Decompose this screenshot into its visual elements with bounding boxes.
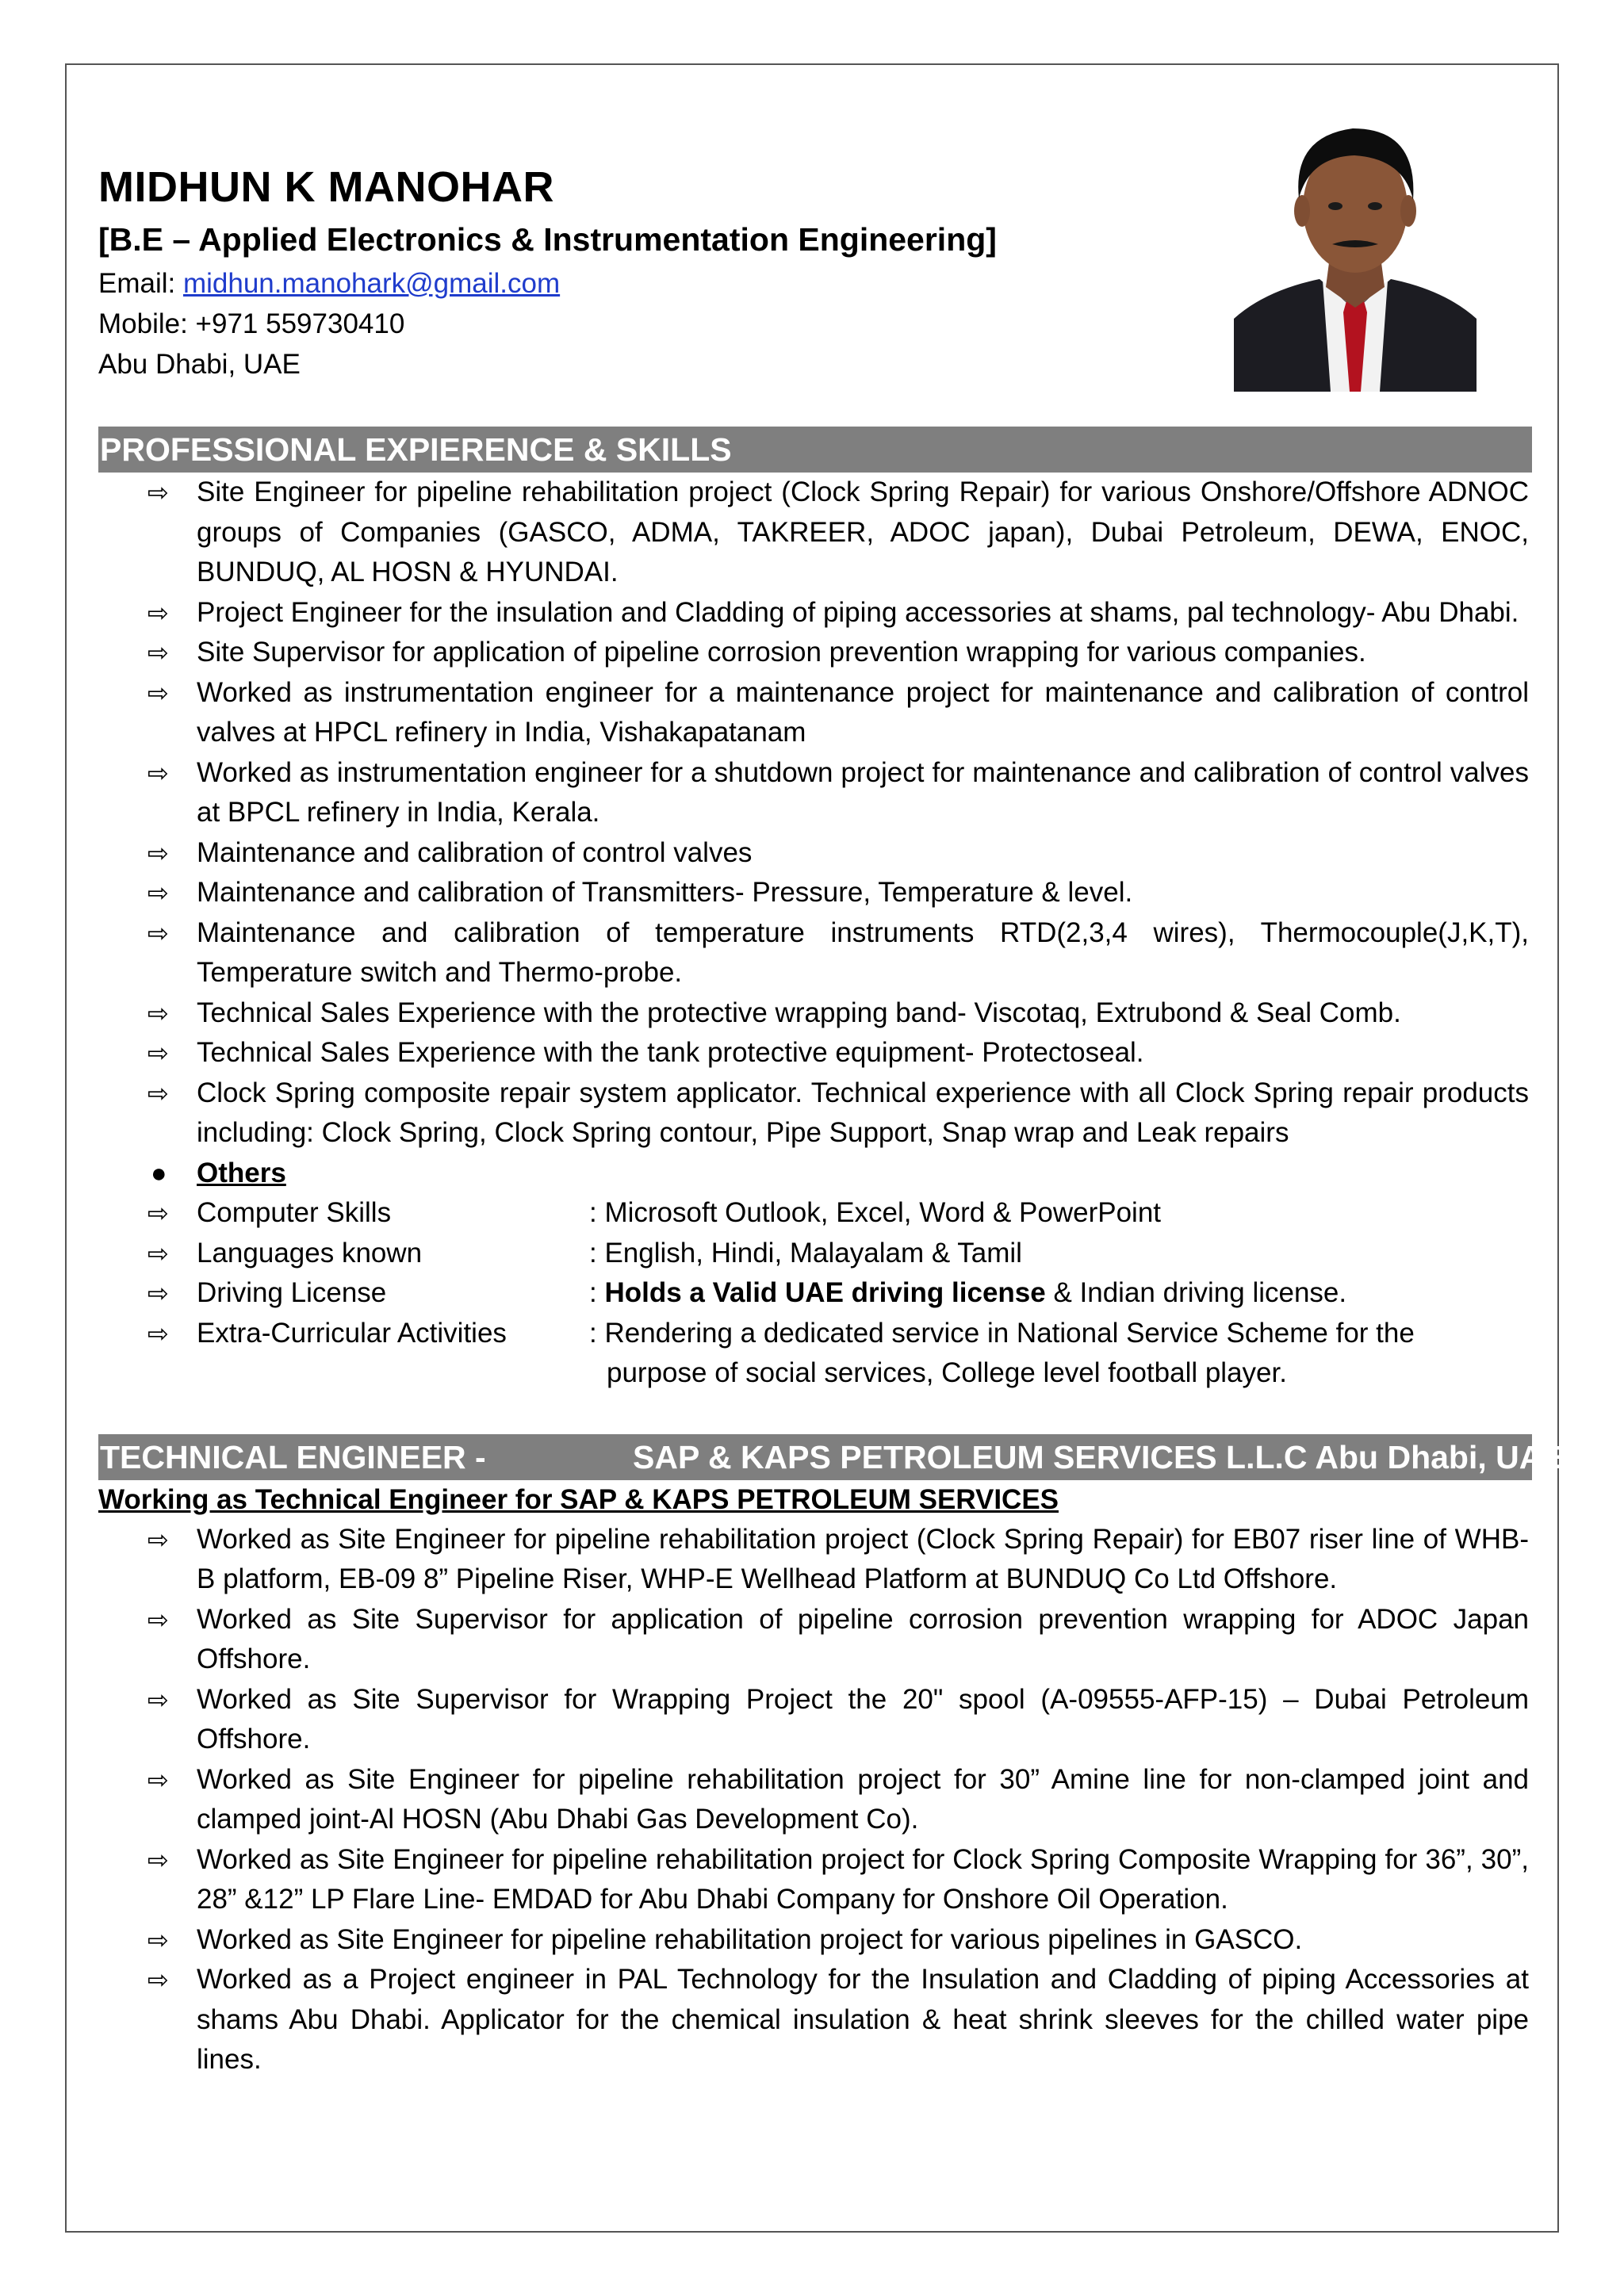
skill-key: Computer Skills (197, 1197, 392, 1228)
bullet-icon: ● (151, 1158, 167, 1188)
right-arrow-icon: ⇨ (147, 598, 169, 627)
right-arrow-icon: ⇨ (147, 1279, 169, 1307)
right-arrow-icon: ⇨ (147, 638, 169, 667)
list-item: ⇨ Site Supervisor for application of pipeline corrosion prevention wrapping for various companies. (98, 633, 1529, 673)
list-item: ⇨ Worked as Site Engineer for pipeline rehabilitation project (Clock Spring Repair) for EB07 riser line of WHB-B platform, EB-09 8” Pipeline Riser, WHP-E Wellhead Platform at BUNDUQ Co Ltd Offshore. (98, 1520, 1529, 1600)
candidate-name: MIDHUN K MANOHAR (98, 163, 554, 211)
skill-value: : English, Hindi, Malayalam & Tamil (589, 1237, 1022, 1269)
right-arrow-icon: ⇨ (147, 1039, 169, 1067)
skill-value: : Rendering a dedicated service in National Service Scheme for the purpose of social services, College level football player. (589, 1317, 1415, 1388)
list-item: ⇨ Worked as instrumentation engineer for a maintenance project for maintenance and calibration of control valves at HPCL refinery in India, Vishakapatanam (98, 673, 1529, 753)
right-arrow-icon: ⇨ (147, 1525, 169, 1554)
right-arrow-icon: ⇨ (147, 1078, 169, 1108)
skill-value: : Microsoft Outlook, Excel, Word & PowerPoint (589, 1197, 1162, 1228)
degree: [B.E – Applied Electronics & Instrumentation Engineering] (98, 221, 997, 258)
right-arrow-icon: ⇨ (147, 1605, 169, 1634)
right-arrow-icon: ⇨ (147, 1238, 169, 1268)
list-item: ⇨ Project Engineer for the insulation and Cladding of piping accessories at shams, pal technology- Abu Dhabi. (98, 593, 1529, 633)
list-item: ⇨ Worked as Site Engineer for pipeline rehabilitation project for 30” Amine line for non-clamped joint and clamped joint-Al HOSN (Abu Dhabi Gas Development Co). (98, 1760, 1529, 1840)
right-arrow-icon: ⇨ (147, 838, 169, 867)
list-item: ⇨ Maintenance and calibration of Transmitters- Pressure, Temperature & level. (98, 873, 1529, 913)
right-arrow-icon: ⇨ (147, 918, 169, 947)
right-arrow-icon: ⇨ (147, 478, 169, 507)
list-item: ⇨ Worked as instrumentation engineer for a shutdown project for maintenance and calibration of control valves at BPCL refinery in India, Kerala. (98, 753, 1529, 833)
skill-row (98, 1314, 1529, 1394)
technical-section-title (98, 1434, 1565, 1480)
skill-key: Extra-Curricular Activities (197, 1317, 507, 1349)
technical-title-left: TECHNICAL ENGINEER - (100, 1438, 486, 1475)
technical-subheading: Working as Technical Engineer for SAP & KAPS PETROLEUM SERVICES (98, 1483, 1059, 1515)
list-item: ⇨ Site Engineer for pipeline rehabilitation project (Clock Spring Repair) for various Onshore/Offshore ADNOC groups of Companies (GASCO, ADMA, TAKREER, ADOC japan), Dubai Petroleum, DEWA, ENOC, BUNDUQ, AL HOSN & HYUNDAI. (98, 473, 1529, 593)
others-label: Others (197, 1157, 286, 1188)
location-line: Abu Dhabi, UAE (98, 349, 301, 380)
right-arrow-icon: ⇨ (147, 1199, 169, 1227)
right-arrow-icon: ⇨ (147, 1765, 169, 1794)
skill-row (98, 1193, 1529, 1234)
skill-value: : Holds a Valid UAE driving license & Indian driving license. (589, 1277, 1347, 1308)
skill-row (98, 1234, 1529, 1274)
email-link[interactable]: midhun.manohark@gmail.com (182, 268, 561, 299)
skill-key: Languages known (197, 1237, 423, 1269)
list-item: ⇨ Clock Spring composite repair system applicator. Technical experience with all Clock Spring repair products including: Clock Spring, Clock Spring contour, Pipe Support, Snap wrap and Leak repairs (98, 1073, 1529, 1154)
right-arrow-icon: ⇨ (147, 1965, 169, 1994)
right-arrow-icon: ⇨ (147, 1845, 169, 1874)
list-item: ⇨ Worked as a Project engineer in PAL Technology for the Insulation and Cladding of piping Accessories at shams Abu Dhabi. Applicator for the chemical insulation & heat shrink sleeves for the chilled water pipe lines. (98, 1960, 1529, 2080)
email-label: Email: (98, 268, 183, 299)
right-arrow-icon: ⇨ (147, 878, 169, 907)
header (98, 159, 1529, 385)
skill-key: Driving License (197, 1277, 387, 1308)
mobile-line: Mobile: +971 559730410 (98, 308, 405, 339)
list-item: ⇨ Worked as Site Engineer for pipeline rehabilitation project for various pipelines in GASCO. (98, 1920, 1529, 1961)
email-line (98, 263, 1529, 304)
professional-section-title: PROFESSIONAL EXPIERENCE & SKILLS (98, 427, 1532, 473)
list-item: ⇨ Technical Sales Experience with the tank protective equipment- Protectoseal. (98, 1033, 1529, 1073)
professional-list (98, 473, 1529, 1193)
right-arrow-icon: ⇨ (147, 1318, 169, 1348)
list-item: ⇨ Worked as Site Supervisor for Wrapping Project the 20" spool (A-09555-AFP-15) – Dubai Petroleum Offshore. (98, 1680, 1529, 1760)
others-item (98, 1154, 1529, 1194)
right-arrow-icon: ⇨ (147, 758, 169, 787)
right-arrow-icon: ⇨ (147, 1685, 169, 1714)
right-arrow-icon: ⇨ (147, 1925, 169, 1954)
list-item: ⇨ Maintenance and calibration of temperature instruments RTD(2,3,4 wires), Thermocouple(J,K,T), Temperature switch and Thermo-probe. (98, 913, 1529, 993)
list-item: ⇨ Worked as Site Supervisor for application of pipeline corrosion prevention wrapping for ADOC Japan Offshore. (98, 1600, 1529, 1680)
skills-table (98, 1193, 1529, 1394)
resume-content (98, 159, 1565, 2080)
skill-row (98, 1273, 1529, 1314)
right-arrow-icon: ⇨ (147, 678, 169, 707)
list-item: ⇨ Maintenance and calibration of control valves (98, 833, 1529, 874)
list-item: ⇨ Technical Sales Experience with the protective wrapping band- Viscotaq, Extrubond & Seal Comb. (98, 993, 1529, 1034)
right-arrow-icon: ⇨ (147, 998, 169, 1027)
technical-list (98, 1520, 1529, 2080)
list-item: ⇨ Worked as Site Engineer for pipeline rehabilitation project for Clock Spring Composite Wrapping for 36”, 30”, 28” &12” LP Flare Line- EMDAD for Abu Dhabi Company for Onshore Oil Operation. (98, 1840, 1529, 1920)
technical-title-right: SAP & KAPS PETROLEUM SERVICES L.L.C Abu Dhabi, UAE (633, 1438, 1565, 1475)
